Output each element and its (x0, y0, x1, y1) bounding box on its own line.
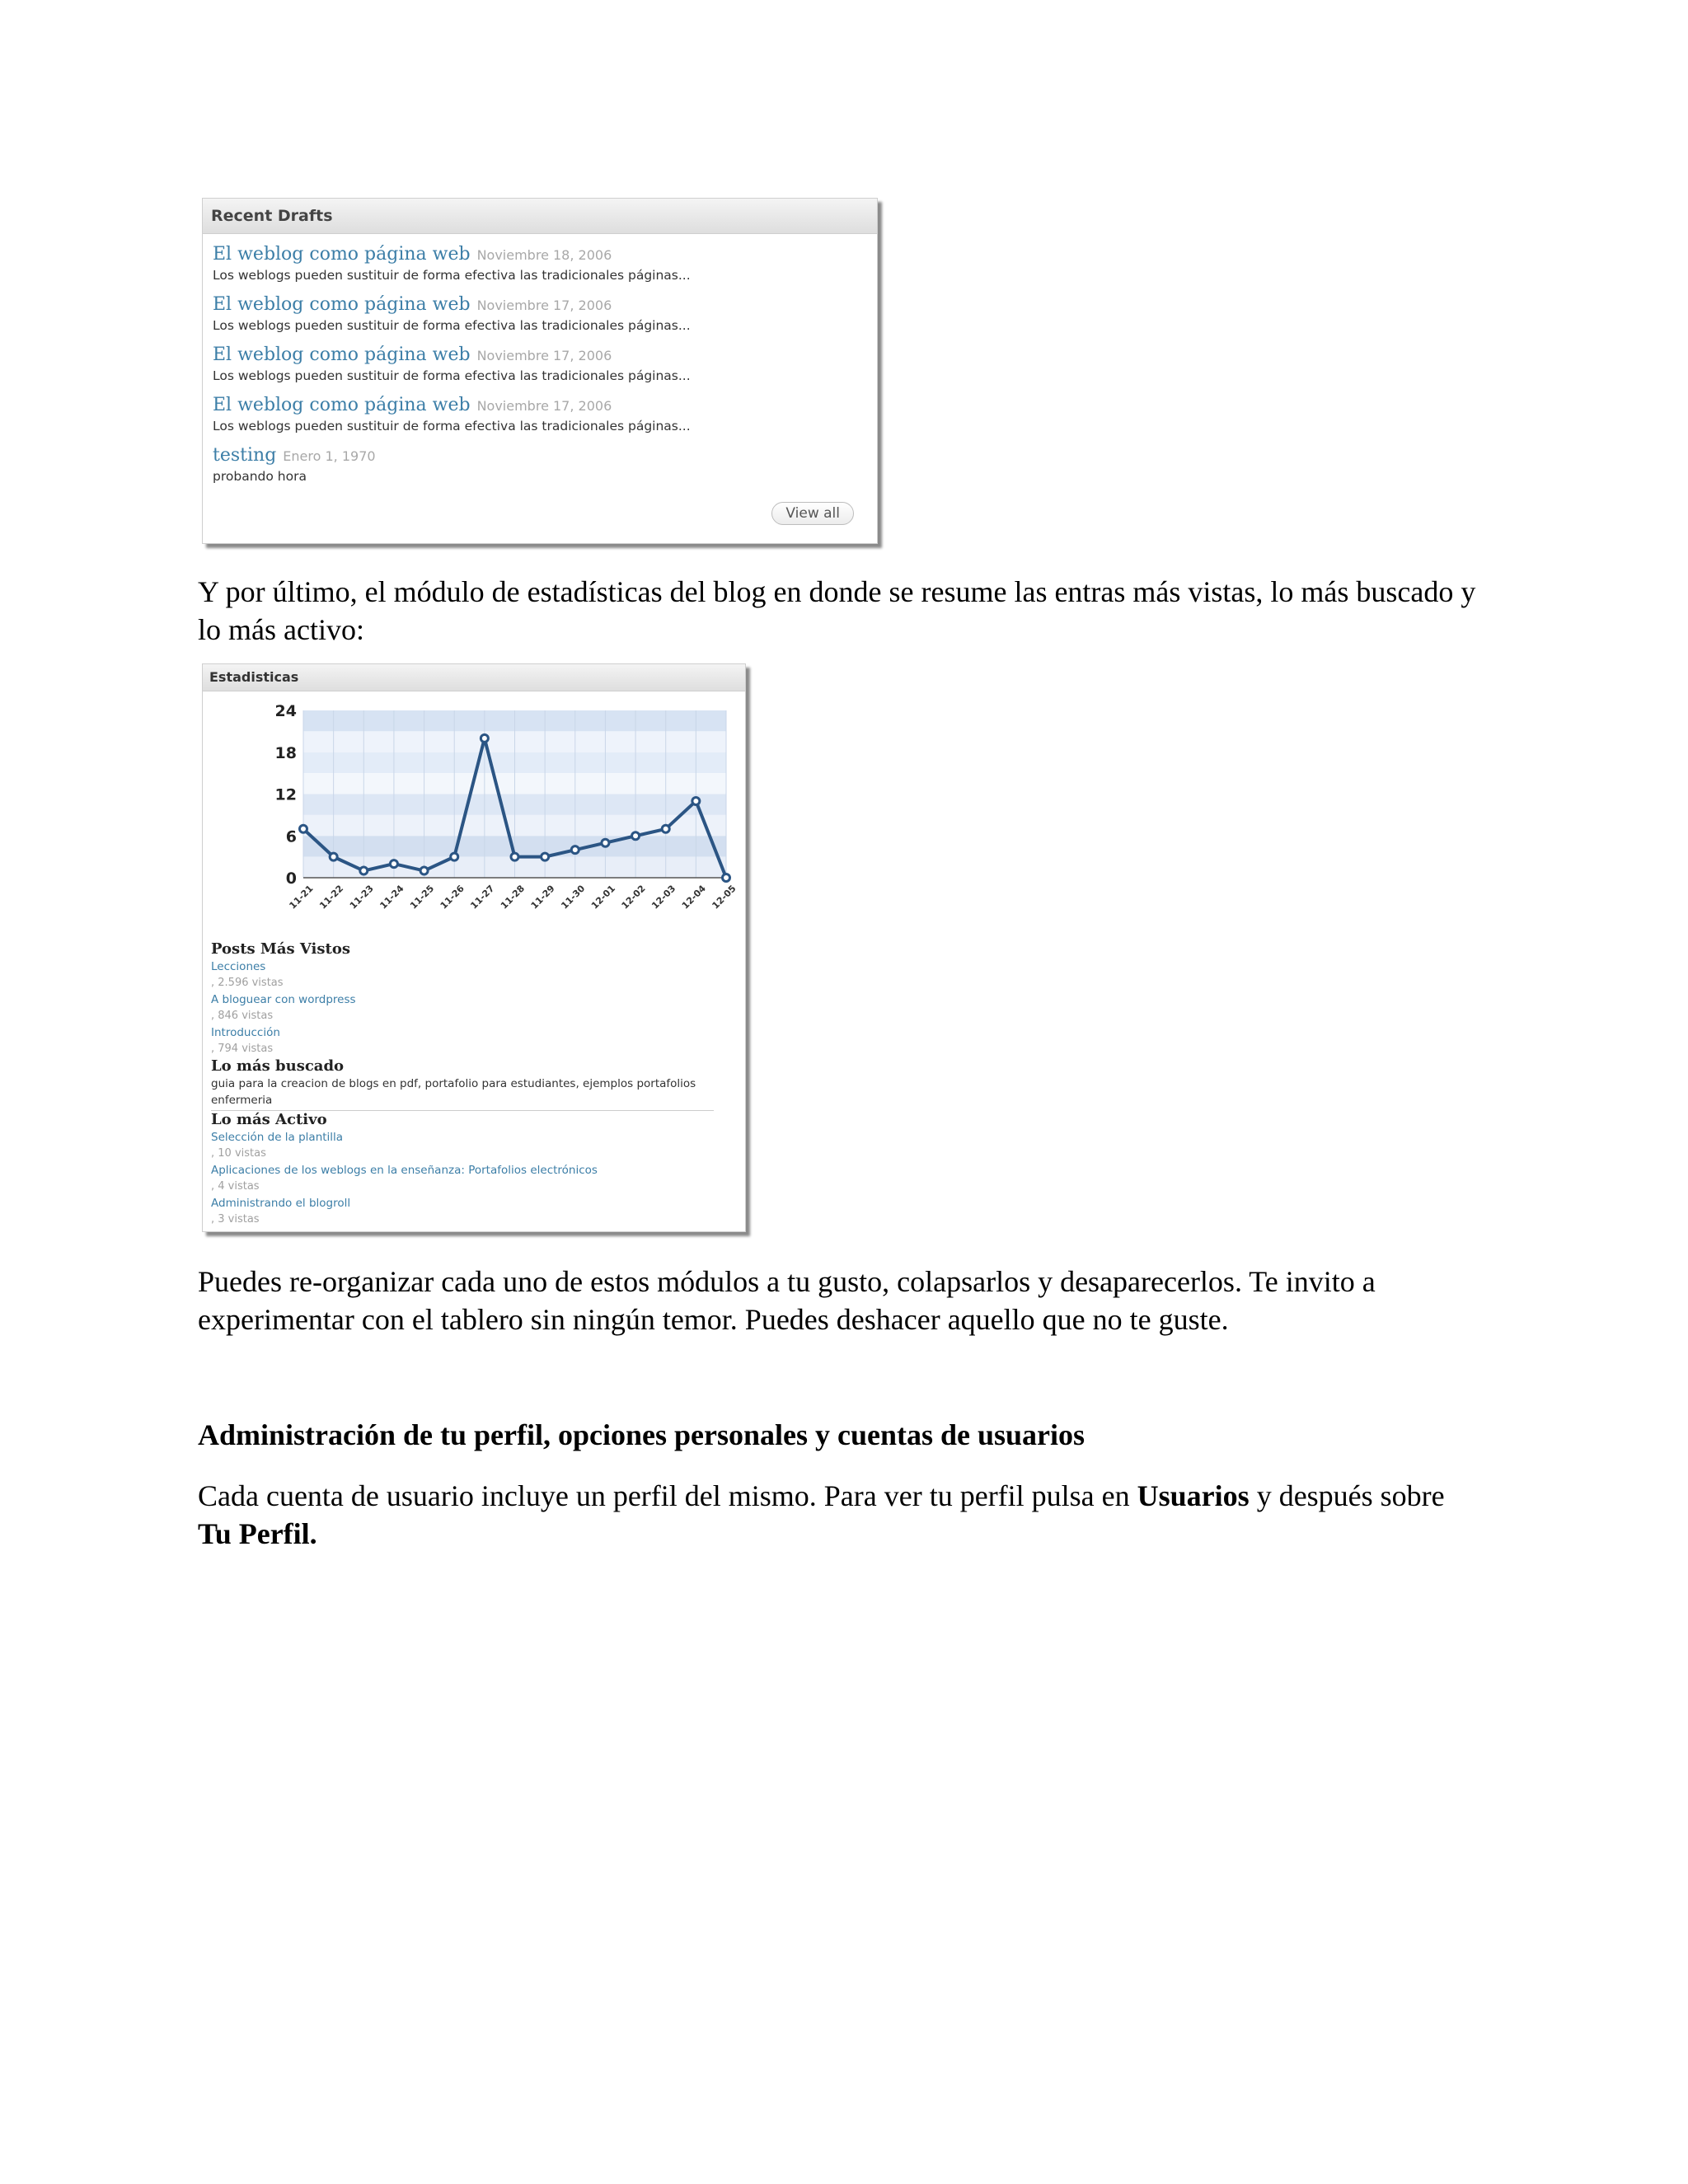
list-item (213, 244, 867, 294)
x-tick-label: 12-01 (588, 883, 617, 912)
x-tick-label: 11-24 (377, 883, 406, 912)
draft-excerpt: Los weblogs pueden sustituir de forma efectiva las tradicionales páginas... (213, 368, 691, 383)
list-item (213, 395, 867, 445)
x-tick-label: 11-27 (468, 883, 497, 912)
x-tick-label: 12-02 (619, 883, 648, 912)
x-tick-label: 11-22 (317, 883, 346, 912)
paragraph-intro-stats: Y por último, el módulo de estadísticas del blog en donde se resume las entras más vistas, lo más buscado y lo más activo: (198, 575, 1476, 646)
paragraph-profile (198, 1477, 1484, 1553)
most-active-count: , 4 vistas (211, 1180, 260, 1193)
recent-drafts-widget (202, 198, 878, 544)
most-viewed-link[interactable]: A bloguear con wordpress (211, 993, 356, 1006)
draft-date: Noviembre 17, 2006 (476, 348, 612, 363)
draft-date: Enero 1, 1970 (283, 448, 376, 464)
draft-title-link[interactable]: El weblog como página web (213, 294, 471, 315)
data-point (662, 825, 669, 832)
data-point (330, 853, 337, 860)
x-tick-label: 11-30 (559, 883, 588, 912)
most-active-count: , 3 vistas (211, 1213, 260, 1226)
list-item (213, 344, 867, 395)
most-searched-text: guia para la creacion de blogs en pdf, portafolio para estudiantes, ejemplos portafolios enfermeria (211, 1077, 696, 1107)
draft-title-link[interactable]: El weblog como página web (213, 344, 471, 365)
most-searched-title: Lo más buscado (211, 1057, 345, 1075)
x-tick-label: 11-29 (528, 883, 557, 912)
stats-widget (202, 663, 746, 1232)
y-tick-label: 24 (274, 702, 297, 720)
x-tick-label: 12-05 (710, 883, 738, 912)
list-item (213, 294, 867, 344)
stats-lists (211, 940, 730, 1228)
view-all-button[interactable]: View all (771, 502, 854, 525)
recent-drafts-title: Recent Drafts (203, 199, 877, 234)
data-point (571, 846, 579, 854)
most-viewed-count: , 846 vistas (211, 1010, 274, 1022)
draft-excerpt: probando hora (213, 469, 307, 484)
paragraph-reorganize: Puedes re-organizar cada uno de estos módulos a tu gusto, colapsarlos y desaparecerlos. Te invito a experimentar con el tablero sin ningún temor. Puedes deshacer aquello que no te guste. (198, 1265, 1376, 1336)
x-tick-label: 12-04 (679, 883, 708, 912)
data-point (390, 860, 397, 868)
x-tick-label: 11-28 (498, 883, 528, 912)
draft-excerpt: Los weblogs pueden sustituir de forma efectiva las tradicionales páginas... (213, 419, 691, 434)
most-viewed-count: , 794 vistas (211, 1043, 274, 1055)
x-tick-label: 12-03 (649, 883, 678, 912)
para3-text-2: y después sobre (1249, 1479, 1445, 1512)
data-point (511, 853, 518, 860)
data-point (300, 825, 307, 832)
para3-text-1: Cada cuenta de usuario incluye un perfil del mismo. Para ver tu perfil pulsa en (198, 1479, 1137, 1512)
y-tick-label: 0 (285, 869, 297, 888)
most-active-link[interactable]: Aplicaciones de los weblogs en la enseñanza: Portafolios electrónicos (211, 1164, 598, 1177)
drafts-list (203, 234, 877, 495)
x-tick-label: 11-25 (408, 883, 437, 912)
data-point (360, 867, 368, 874)
section-heading: Administración de tu perfil, opciones personales y cuentas de usuarios (198, 1418, 1085, 1451)
draft-excerpt: Los weblogs pueden sustituir de forma efectiva las tradicionales páginas... (213, 268, 691, 283)
data-point (632, 832, 640, 840)
most-viewed-count: , 2.596 vistas (211, 977, 284, 989)
most-active-title: Lo más Activo (211, 1111, 327, 1128)
data-point (602, 839, 609, 846)
y-tick-label: 18 (274, 743, 297, 762)
data-point (723, 874, 730, 882)
data-point (542, 853, 549, 860)
data-point (481, 734, 488, 742)
y-tick-label: 12 (274, 785, 297, 804)
data-point (420, 867, 428, 874)
para3-bold-usuarios: Usuarios (1137, 1479, 1250, 1512)
stats-title: Estadisticas (203, 664, 745, 691)
draft-excerpt: Los weblogs pueden sustituir de forma efectiva las tradicionales páginas... (213, 318, 691, 333)
most-viewed-link[interactable]: Lecciones (211, 960, 266, 973)
draft-title-link[interactable]: El weblog como página web (213, 395, 471, 415)
x-tick-label: 11-23 (347, 883, 376, 912)
draft-title-link[interactable]: El weblog como página web (213, 244, 471, 265)
x-tick-label: 11-26 (438, 883, 467, 912)
draft-title-link[interactable]: testing (213, 445, 277, 466)
y-tick-label: 6 (285, 827, 297, 846)
draft-date: Noviembre 17, 2006 (476, 398, 612, 414)
list-item (213, 445, 867, 495)
draft-date: Noviembre 18, 2006 (476, 247, 612, 263)
data-point (692, 797, 700, 804)
x-tick-label: 11-21 (287, 883, 316, 912)
most-viewed-title: Posts Más Vistos (211, 940, 350, 958)
most-viewed-link[interactable]: Introducción (211, 1026, 280, 1039)
most-active-link[interactable]: Administrando el blogroll (211, 1197, 351, 1210)
most-active-link[interactable]: Selección de la plantilla (211, 1131, 344, 1144)
para3-bold-tu-perfil: Tu Perfil. (198, 1517, 317, 1550)
stats-chart (203, 691, 745, 938)
most-active-count: , 10 vistas (211, 1147, 266, 1160)
draft-date: Noviembre 17, 2006 (476, 298, 612, 313)
data-point (451, 853, 458, 860)
